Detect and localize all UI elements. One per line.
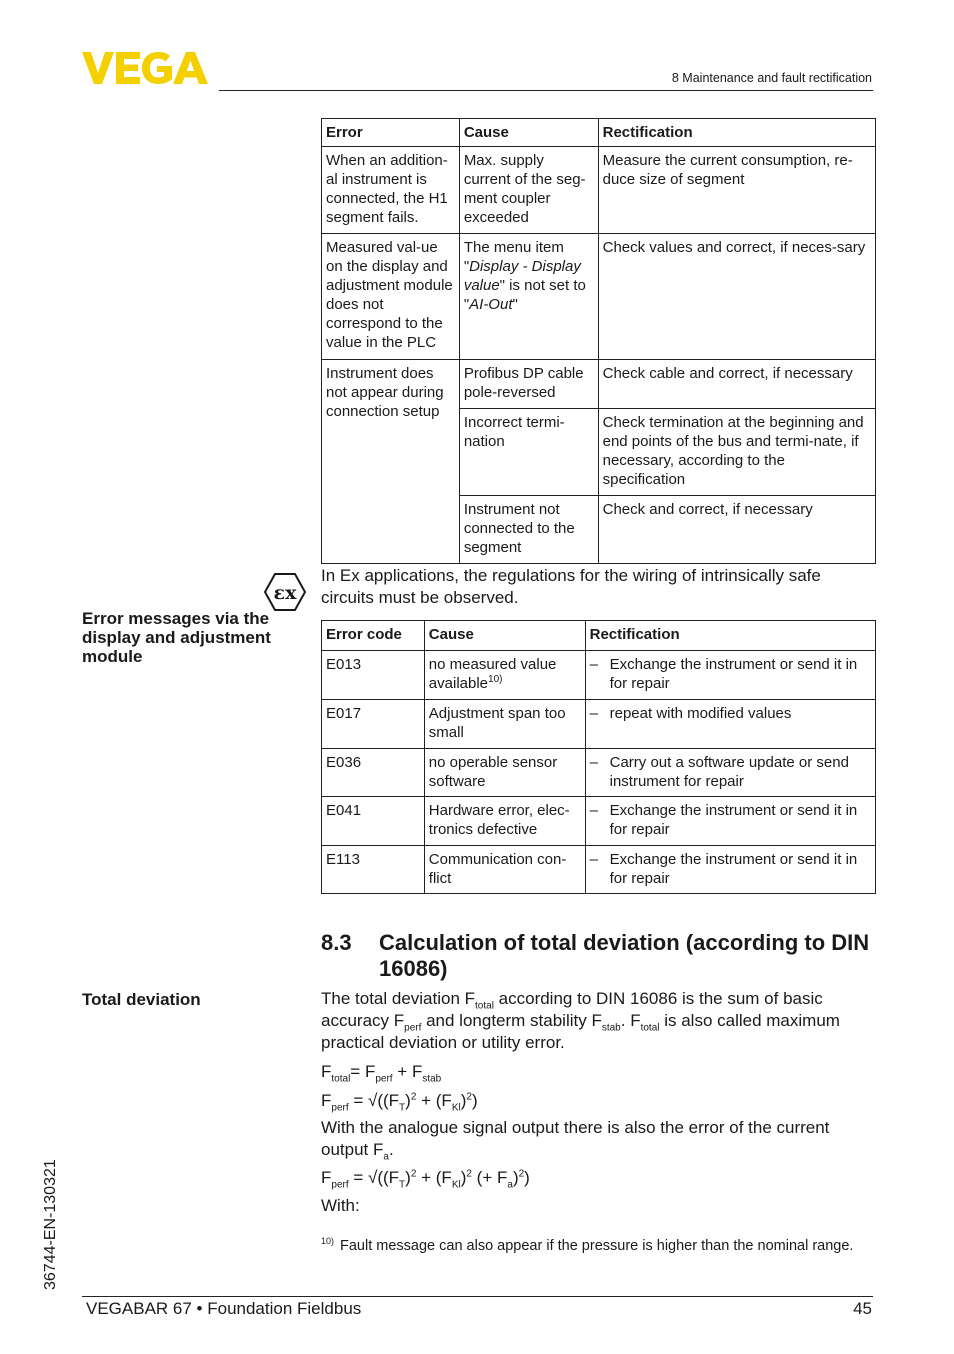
side-heading-total-deviation: Total deviation	[82, 990, 201, 1009]
cause-cell	[459, 234, 598, 360]
col-header-rectification: Rectification	[585, 621, 875, 651]
subscript: Kl	[451, 1179, 461, 1191]
col-header-cause: Cause	[424, 621, 585, 651]
with-label: With:	[321, 1196, 360, 1215]
table-row	[322, 797, 876, 846]
text: + F	[392, 1062, 423, 1081]
subscript: total	[640, 1022, 660, 1034]
subscript: Kl	[451, 1102, 461, 1114]
subscript: a	[507, 1179, 513, 1191]
dash: –	[589, 656, 598, 673]
text: + (F	[416, 1091, 452, 1110]
text: )	[405, 1168, 411, 1187]
superscript: 2	[410, 1091, 417, 1103]
subscript: total	[475, 1000, 494, 1012]
error-code-table	[321, 620, 876, 894]
col-header-cause: Cause	[459, 119, 598, 147]
text: )	[460, 1091, 467, 1110]
rectification-cell: Check values and correct, if neces-sary	[598, 234, 875, 360]
text: according to DIN 16086 is the sum of basic accuracy F	[321, 989, 823, 1030]
footer-product: VEGABAR 67 • Foundation Fieldbus	[86, 1299, 362, 1318]
rectification-cell	[585, 846, 875, 894]
header-rule	[219, 90, 873, 91]
rectification-cell: Measure the current consumption, re-duce size of segment	[598, 147, 875, 234]
subscript: stab	[601, 1022, 621, 1034]
error-cell: Instrument does not appear during connection setup	[322, 360, 460, 564]
subscript: a	[383, 1151, 389, 1163]
text: With the analogue signal output there is also the error of the current output F	[321, 1118, 830, 1159]
table-row	[322, 846, 876, 894]
cause-cell	[424, 651, 585, 700]
subscript: T	[399, 1102, 406, 1114]
text: F	[321, 1091, 332, 1110]
text: .	[388, 1140, 394, 1159]
rectification-cell: Check termination at the beginning and end points of the bus and termi-nate, if necessary, according to the specification	[598, 409, 875, 496]
col-header-error: Error	[322, 119, 460, 147]
rectification-cell: Check cable and correct, if necessary	[598, 360, 875, 409]
formula-perf	[321, 1090, 478, 1112]
troubleshooting-table	[321, 118, 876, 564]
rectification-text: Exchange the instrument or send it in for repair	[609, 802, 858, 838]
dash: –	[589, 705, 598, 722]
text: )	[471, 1091, 478, 1110]
ex-note: In Ex applications, the regulations for the wiring of intrinsically safe circuits must be observed.	[321, 566, 821, 607]
cause-cell: Profibus DP cable pole-reversed	[459, 360, 598, 409]
cause-cell: Incorrect termi-nation	[459, 409, 598, 496]
subscript: perf	[331, 1179, 349, 1191]
cause-text: "	[512, 296, 518, 313]
footnote-text: Fault message can also appear if the pressure is higher than the nominal range.	[340, 1238, 854, 1254]
dash: –	[589, 754, 598, 771]
rectification-cell	[585, 651, 875, 700]
cause-cell: Communication con-flict	[424, 846, 585, 894]
cause-cell: Instrument not connected to the segment	[459, 496, 598, 564]
cause-text: no measured value available	[428, 656, 557, 692]
ex-explosion-protection-icon	[264, 573, 306, 611]
page-number: 45	[853, 1299, 872, 1318]
text: F	[321, 1062, 332, 1081]
menu-item-text: Display - Display value	[463, 258, 581, 294]
formula-perf-analogue	[321, 1167, 530, 1189]
text: )	[460, 1168, 467, 1187]
text: + (F	[416, 1168, 452, 1187]
rectification-cell	[585, 700, 875, 749]
analogue-output-paragraph	[321, 1117, 877, 1161]
cause-text: The menu item "	[463, 239, 564, 275]
text: (+ F	[471, 1168, 508, 1187]
col-header-error-code: Error code	[322, 621, 425, 651]
rectification-text: Exchange the instrument or send it in for repair	[609, 851, 858, 887]
footer-rule	[82, 1296, 873, 1297]
chapter-title: 8 Maintenance and fault rectification	[671, 71, 872, 85]
rectification-text: Exchange the instrument or send it in for repair	[609, 656, 858, 692]
superscript: 2	[410, 1168, 417, 1180]
cause-cell: Max. supply current of the seg-ment coupler exceeded	[459, 147, 598, 234]
section-number: 8.3	[321, 930, 352, 955]
superscript: 2	[466, 1168, 472, 1180]
rectification-text: repeat with modified values	[609, 705, 792, 722]
cause-cell: no operable sensor software	[424, 749, 585, 797]
side-heading-error-messages: Error messages via the display and adjustment module	[82, 609, 271, 666]
text: = F	[350, 1062, 376, 1081]
cause-cell: Hardware error, elec-tronics defective	[424, 797, 585, 846]
rectification-cell: Check and correct, if necessary	[598, 496, 875, 564]
text: F	[321, 1168, 332, 1187]
error-cell: When an addition-al instrument is connected, the H1 segment fails.	[322, 147, 460, 234]
section-title: Calculation of total deviation (according to DIN 16086)	[379, 930, 870, 981]
text: and longterm stability F	[421, 1011, 602, 1030]
vega-logo	[82, 52, 212, 84]
error-code-cell: E036	[322, 749, 425, 797]
text: )	[512, 1168, 519, 1187]
text: = √((F	[348, 1091, 400, 1110]
rectification-cell	[585, 749, 875, 797]
error-code-cell: E041	[322, 797, 425, 846]
subscript: perf	[331, 1102, 349, 1114]
error-code-cell: E113	[322, 846, 425, 894]
table-row	[322, 234, 876, 360]
subscript: perf	[375, 1073, 393, 1085]
superscript: 2	[466, 1091, 472, 1103]
subscript: T	[399, 1179, 406, 1191]
col-header-rectification: Rectification	[598, 119, 875, 147]
formula-total	[321, 1061, 441, 1083]
text: = √((F	[348, 1168, 400, 1187]
table-row	[322, 700, 876, 749]
table-row	[322, 147, 876, 234]
document-number: 36744-EN-130321	[42, 1159, 59, 1290]
footnote-ref: 10)	[488, 674, 503, 685]
total-deviation-paragraph	[321, 988, 877, 1054]
subscript: stab	[422, 1073, 442, 1085]
cause-cell: Adjustment span too small	[424, 700, 585, 749]
error-code-cell: E013	[322, 651, 425, 700]
footnote-marker: 10)	[321, 1236, 335, 1246]
table-row	[322, 651, 876, 700]
superscript: 2	[518, 1168, 525, 1180]
dash: –	[589, 802, 598, 819]
rectification-cell	[585, 797, 875, 846]
text: The total deviation F	[321, 989, 476, 1008]
text: is also called maximum practical deviation or utility error.	[321, 1011, 840, 1052]
text: . F	[620, 1011, 641, 1030]
cause-text: " is not set to "	[463, 277, 586, 313]
table-row	[322, 360, 876, 409]
rectification-text: Carry out a software update or send instrument for repair	[609, 754, 849, 790]
menu-value-text: AI-Out	[469, 296, 513, 313]
error-cell: Measured val-ue on the display and adjustment module does not correspond to the value in the PLC	[322, 234, 460, 360]
subscript: perf	[404, 1022, 422, 1034]
svg-text:ɛx: ɛx	[273, 582, 297, 604]
text: )	[405, 1091, 411, 1110]
dash: –	[589, 851, 598, 868]
text: )	[524, 1168, 530, 1187]
subscript: total	[331, 1073, 351, 1085]
error-code-cell: E017	[322, 700, 425, 749]
table-row	[322, 749, 876, 797]
